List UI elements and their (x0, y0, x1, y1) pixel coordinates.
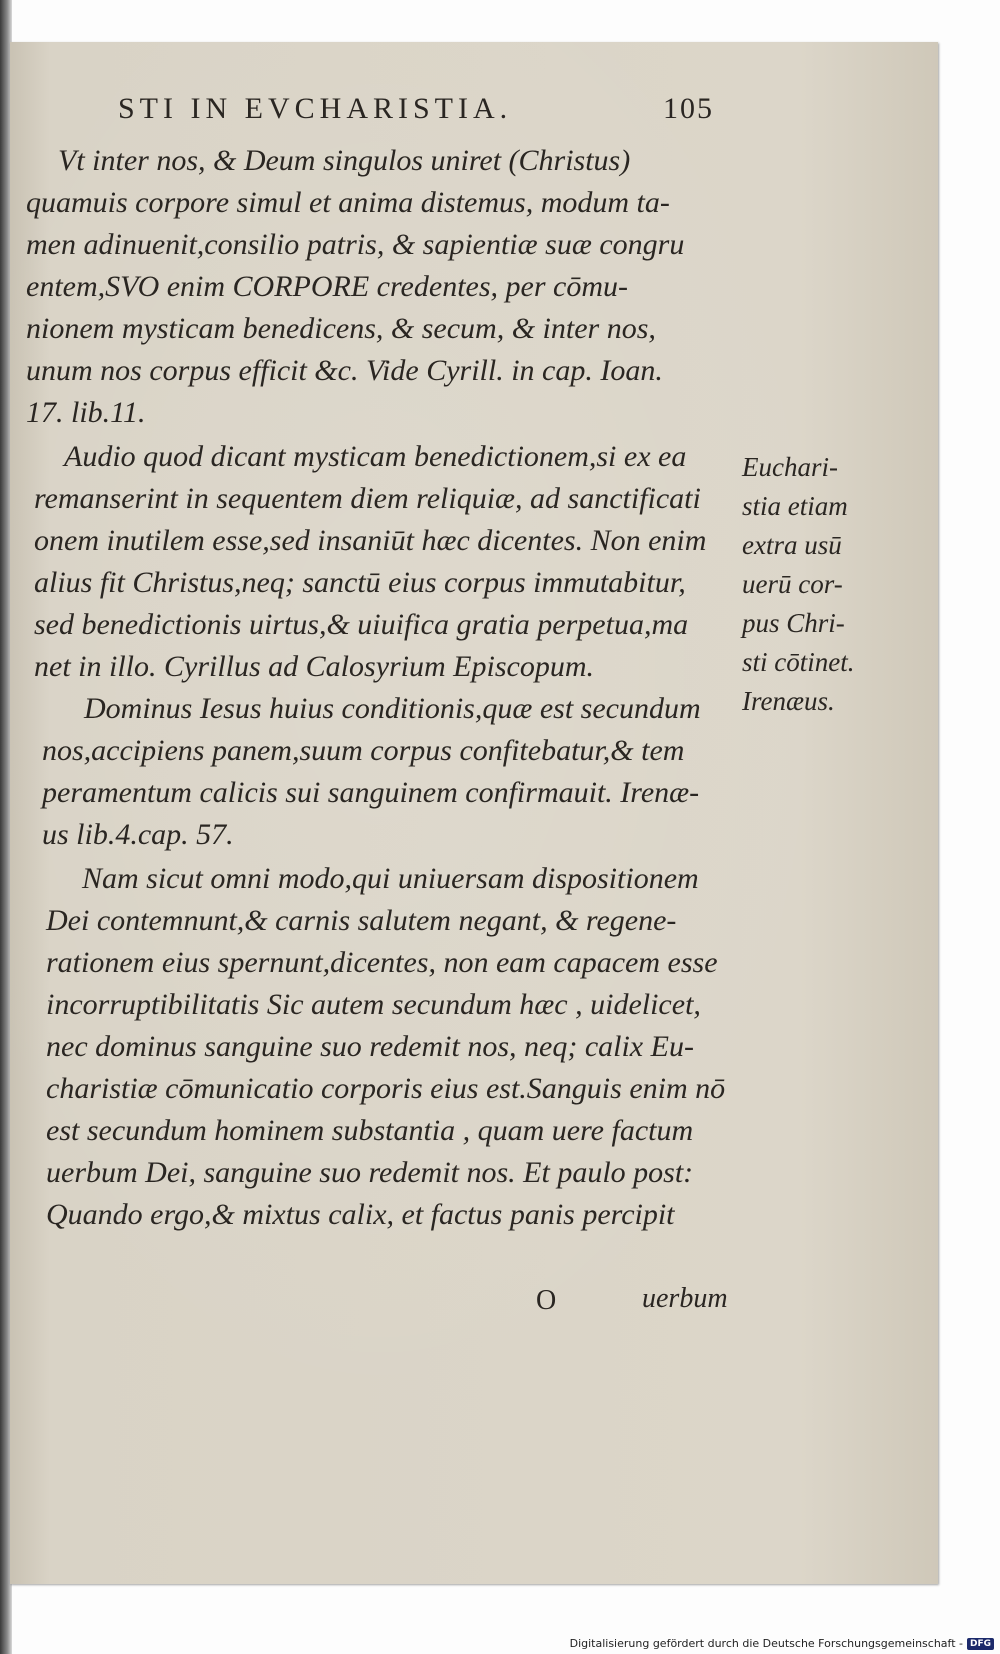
body-line: 17. lib.11. (26, 396, 146, 429)
margin-note-line: uerū cor- (742, 569, 843, 599)
margin-note-line: Euchari- (742, 452, 838, 482)
body-line: Vt inter nos, & Deum singulos uniret (Christus) (58, 144, 631, 177)
page-number: 105 (663, 92, 714, 125)
body-line: peramentum calicis sui sanguinem confirmauit. Irenæ- (42, 776, 700, 809)
body-line: net in illo. Cyrillus ad Calosyrium Episcopum. (34, 650, 594, 683)
body-line: men adinuenit,consilio patris, & sapientiæ suæ congru (26, 228, 685, 261)
body-line: nec dominus sanguine suo redemit nos, neq; calix Eu- (46, 1030, 694, 1063)
catchword: uerbum (642, 1283, 728, 1314)
body-line: Quando ergo,& mixtus calix, et factus panis percipit (46, 1198, 675, 1231)
body-line: Dominus Iesus huius conditionis,quæ est secundum (84, 692, 701, 725)
body-line: Dei contemnunt,& carnis salutem negant, & regene- (46, 904, 677, 937)
margin-note-line: pus Chri- (742, 608, 845, 638)
body-line: sed benedictionis uirtus,& uiuifica gratia perpetua,ma (34, 608, 689, 641)
body-line: onem inutilem esse,sed insaniūt hæc dicentes. Non enim (34, 524, 707, 557)
body-line: us lib.4.cap. 57. (42, 818, 234, 851)
signature-mark: O (536, 1285, 557, 1316)
body-line: uerbum Dei, sanguine suo redemit nos. Et paulo post: (46, 1156, 694, 1189)
body-line: incorruptibilitatis Sic autem secundum hæc , uidelicet, (46, 988, 701, 1021)
body-line: charistiæ cōmunicatio corporis eius est.Sanguis enim nō (46, 1072, 726, 1105)
body-line: unum nos corpus efficit &c. Vide Cyrill. in cap. Ioan. (26, 354, 663, 387)
dfg-logo: DFG (967, 1638, 994, 1650)
running-head (118, 92, 718, 126)
body-line: nos,accipiens panem,suum corpus confitebatur,& tem (42, 734, 685, 767)
margin-note-line: Irenæus. (742, 686, 835, 716)
margin-note-line: sti cōtinet. (742, 647, 855, 677)
body-line: alius fit Christus,neq; sanctū eius corpus immutabitur, (34, 566, 686, 599)
body-line: Nam sicut omni modo,qui uniuersam dispositionem (82, 862, 699, 895)
body-line: quamuis corpore simul et anima distemus, modum ta- (26, 186, 670, 219)
body-line: est secundum hominem substantia , quam uere factum (46, 1114, 694, 1147)
body-line: nionem mysticam benedicens, & secum, & inter nos, (26, 312, 656, 345)
body-line: rationem eius spernunt,dicentes, non eam capacem esse (46, 946, 718, 979)
body-line: Audio quod dicant mysticam benedictionem,si ex ea (64, 440, 687, 473)
margin-note-line: stia etiam (742, 491, 848, 521)
running-head-title: STI IN EVCHARISTIA. (118, 92, 513, 125)
credit-text: Digitalisierung gefördert durch die Deutsche Forschungsgemeinschaft - (569, 1637, 963, 1650)
body-line: entem,SVO enim CORPORE credentes, per cōmu- (26, 270, 628, 303)
digitization-credit (570, 1637, 994, 1650)
body-line: remanserint in sequentem diem reliquiæ, ad sanctificati (34, 482, 701, 515)
margin-note-line: extra usū (742, 530, 842, 560)
